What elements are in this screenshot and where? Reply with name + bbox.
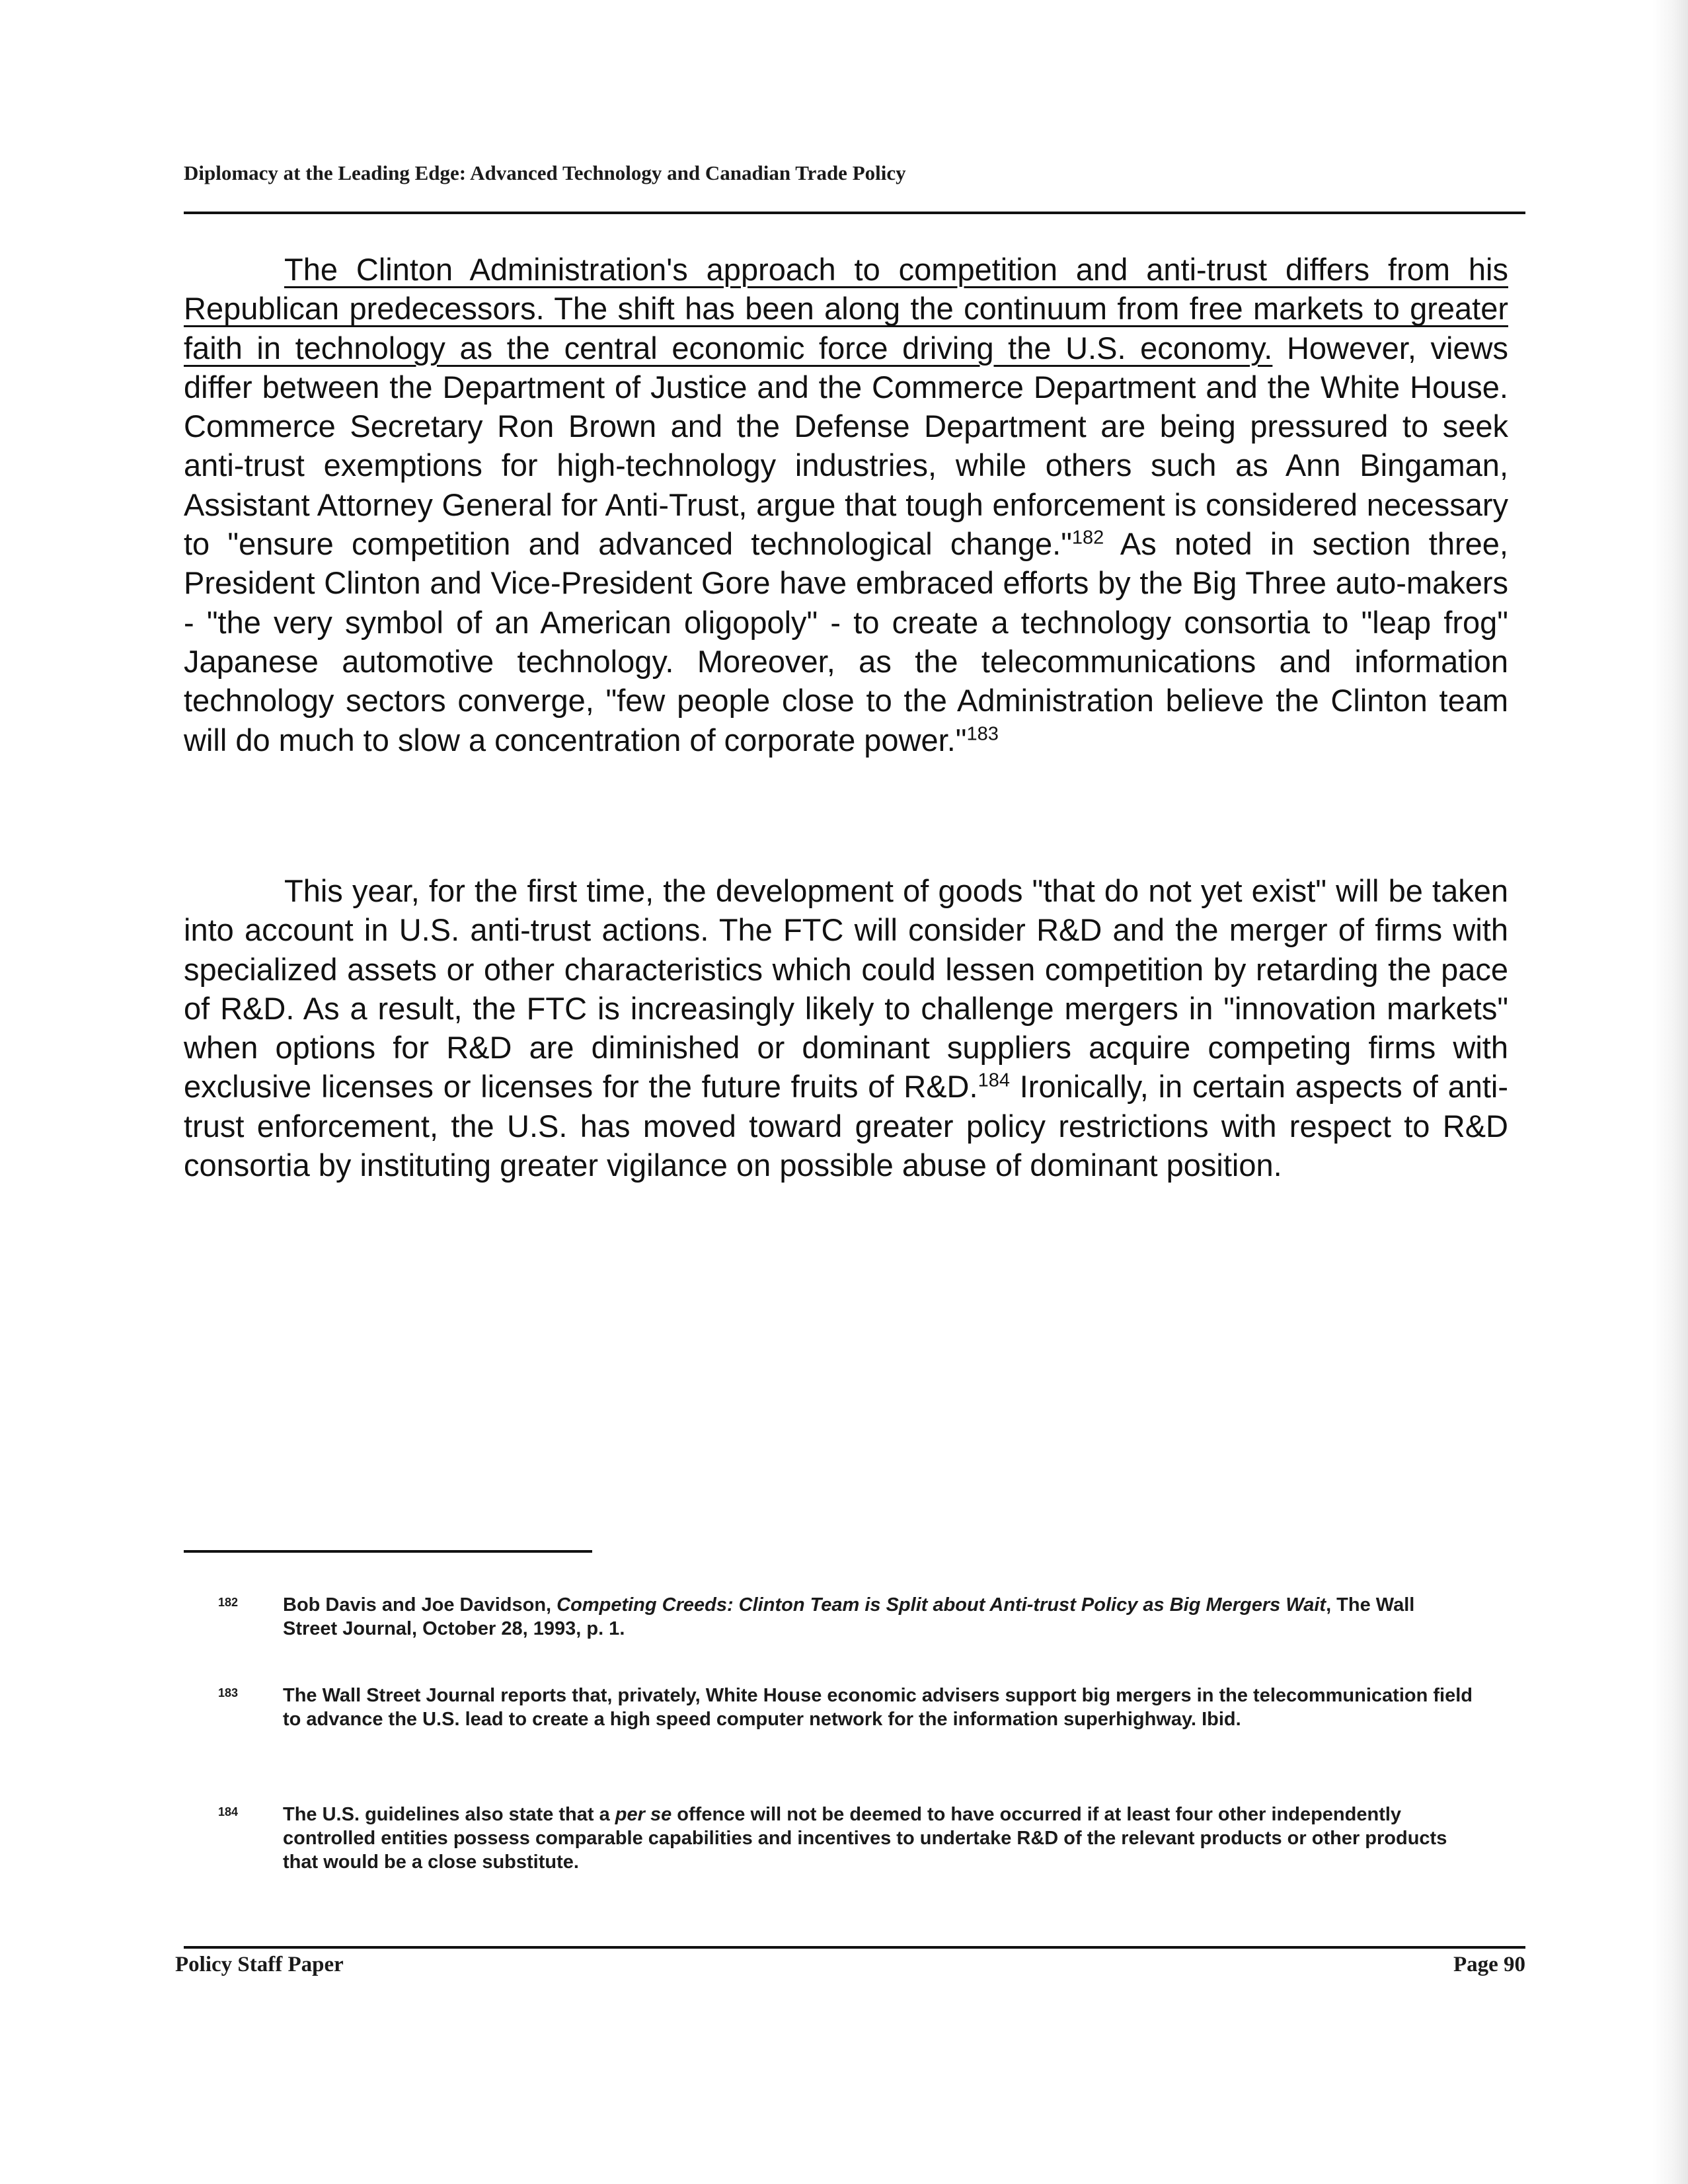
footnote-ref-184: 184: [978, 1070, 1010, 1091]
footnote-text-post: , The Wall Street Journal, October 28, 1993, p. 1.: [283, 1594, 1415, 1639]
footnote-text-pre: Bob Davis and Joe Davidson,: [283, 1594, 557, 1616]
footnote-article-title: Competing Creeds: Clinton Team is Split about Anti-trust Policy as Big Mergers Wait: [556, 1594, 1326, 1616]
footnote-text: The Wall Street Journal reports that, privately, White House economic advisers support big mergers in the telecommunication field to advance the U.S. lead to create a high speed computer network for the information superhighway. Ibid.: [283, 1685, 1473, 1730]
scan-edge-shadow: [1652, 0, 1688, 2184]
header-rule: [184, 212, 1525, 214]
footnote-text: [283, 1803, 1474, 1874]
footnote-ref-182: 182: [1071, 527, 1104, 549]
footnote-italic-term: per se: [615, 1804, 672, 1825]
paragraph-1-text-a: However, views differ between the Department of Justice and the Commerce Department and the White House. Commerce Secretary Ron Brown and the Defense Department are being pressured to seek anti-trust exemptions for high-technology industries, while others such as Ann Bingaman, Assistant Attorney General for Anti-Trust, argue that tough enforcement is considered necessary to "ensure competition and advanced technological change.": [184, 330, 1508, 562]
footnote-number: 184: [218, 1805, 239, 1818]
body-paragraph-1: [184, 250, 1508, 760]
footnote-number: 183: [218, 1686, 239, 1699]
footnote-text-pre: The U.S. guidelines also state that a: [283, 1804, 615, 1825]
body-paragraph-2: [184, 871, 1508, 1185]
underlined-thesis-sentence: The Clinton Administration's approach to competition and anti-trust differs from his Republican predecessors. The shift has been along the continuum from free markets to greater faith in technology as the central economic force driving the U.S. economy.: [184, 252, 1508, 366]
footnote-182: [218, 1593, 1474, 1641]
footer-page-number: Page 90: [1453, 1953, 1525, 1976]
footnote-separator: [184, 1550, 592, 1553]
footnote-number: 182: [218, 1596, 239, 1609]
paragraph-2-text-a: This year, for the first time, the development of goods "that do not yet exist" will be taken into account in U.S. anti-trust actions. The FTC will consider R&D and the merger of firms with specialized assets or other characteristics which could lessen competition by retarding the pace of R&D. As a result, the FTC is increasingly likely to challenge mergers in "innovation markets" when options for R&D are diminished or dominant suppliers acquire competing firms with exclusive licenses or licenses for the future fruits of R&D.: [184, 873, 1508, 1105]
footnote-text-post: offence will not be deemed to have occurred if at least four other independently controlled entities possess comparable capabilities and incentives to undertake R&D of the relevant products or other products that would be a close substitute.: [283, 1804, 1447, 1873]
running-header-title: Diplomacy at the Leading Edge: Advanced Technology and Canadian Trade Policy: [184, 161, 906, 184]
footnote-184: [218, 1803, 1474, 1874]
footer-series-title: Policy Staff Paper: [175, 1953, 344, 1976]
footnote-183: [218, 1684, 1474, 1731]
footer-rule: [184, 1946, 1525, 1949]
footnote-text: [283, 1593, 1474, 1641]
paragraph-2-text-b: Ironically, in certain aspects of anti-trust enforcement, the U.S. has moved toward greater policy restrictions with respect to R&D consortia by instituting greater vigilance on possible abuse of dominant position.: [184, 1069, 1508, 1183]
footnote-ref-183: 183: [966, 722, 999, 744]
paragraph-1-text-b: As noted in section three, President Clinton and Vice-President Gore have embraced efforts by the Big Three auto-makers - "the very symbol of an American oligopoly" - to create a technology consortia to "leap frog" Japanese automotive technology. Moreover, as the telecommunications and information technology sectors converge, "few people close to the Administration believe the Clinton team will do much to slow a concentration of corporate power.": [184, 526, 1508, 758]
